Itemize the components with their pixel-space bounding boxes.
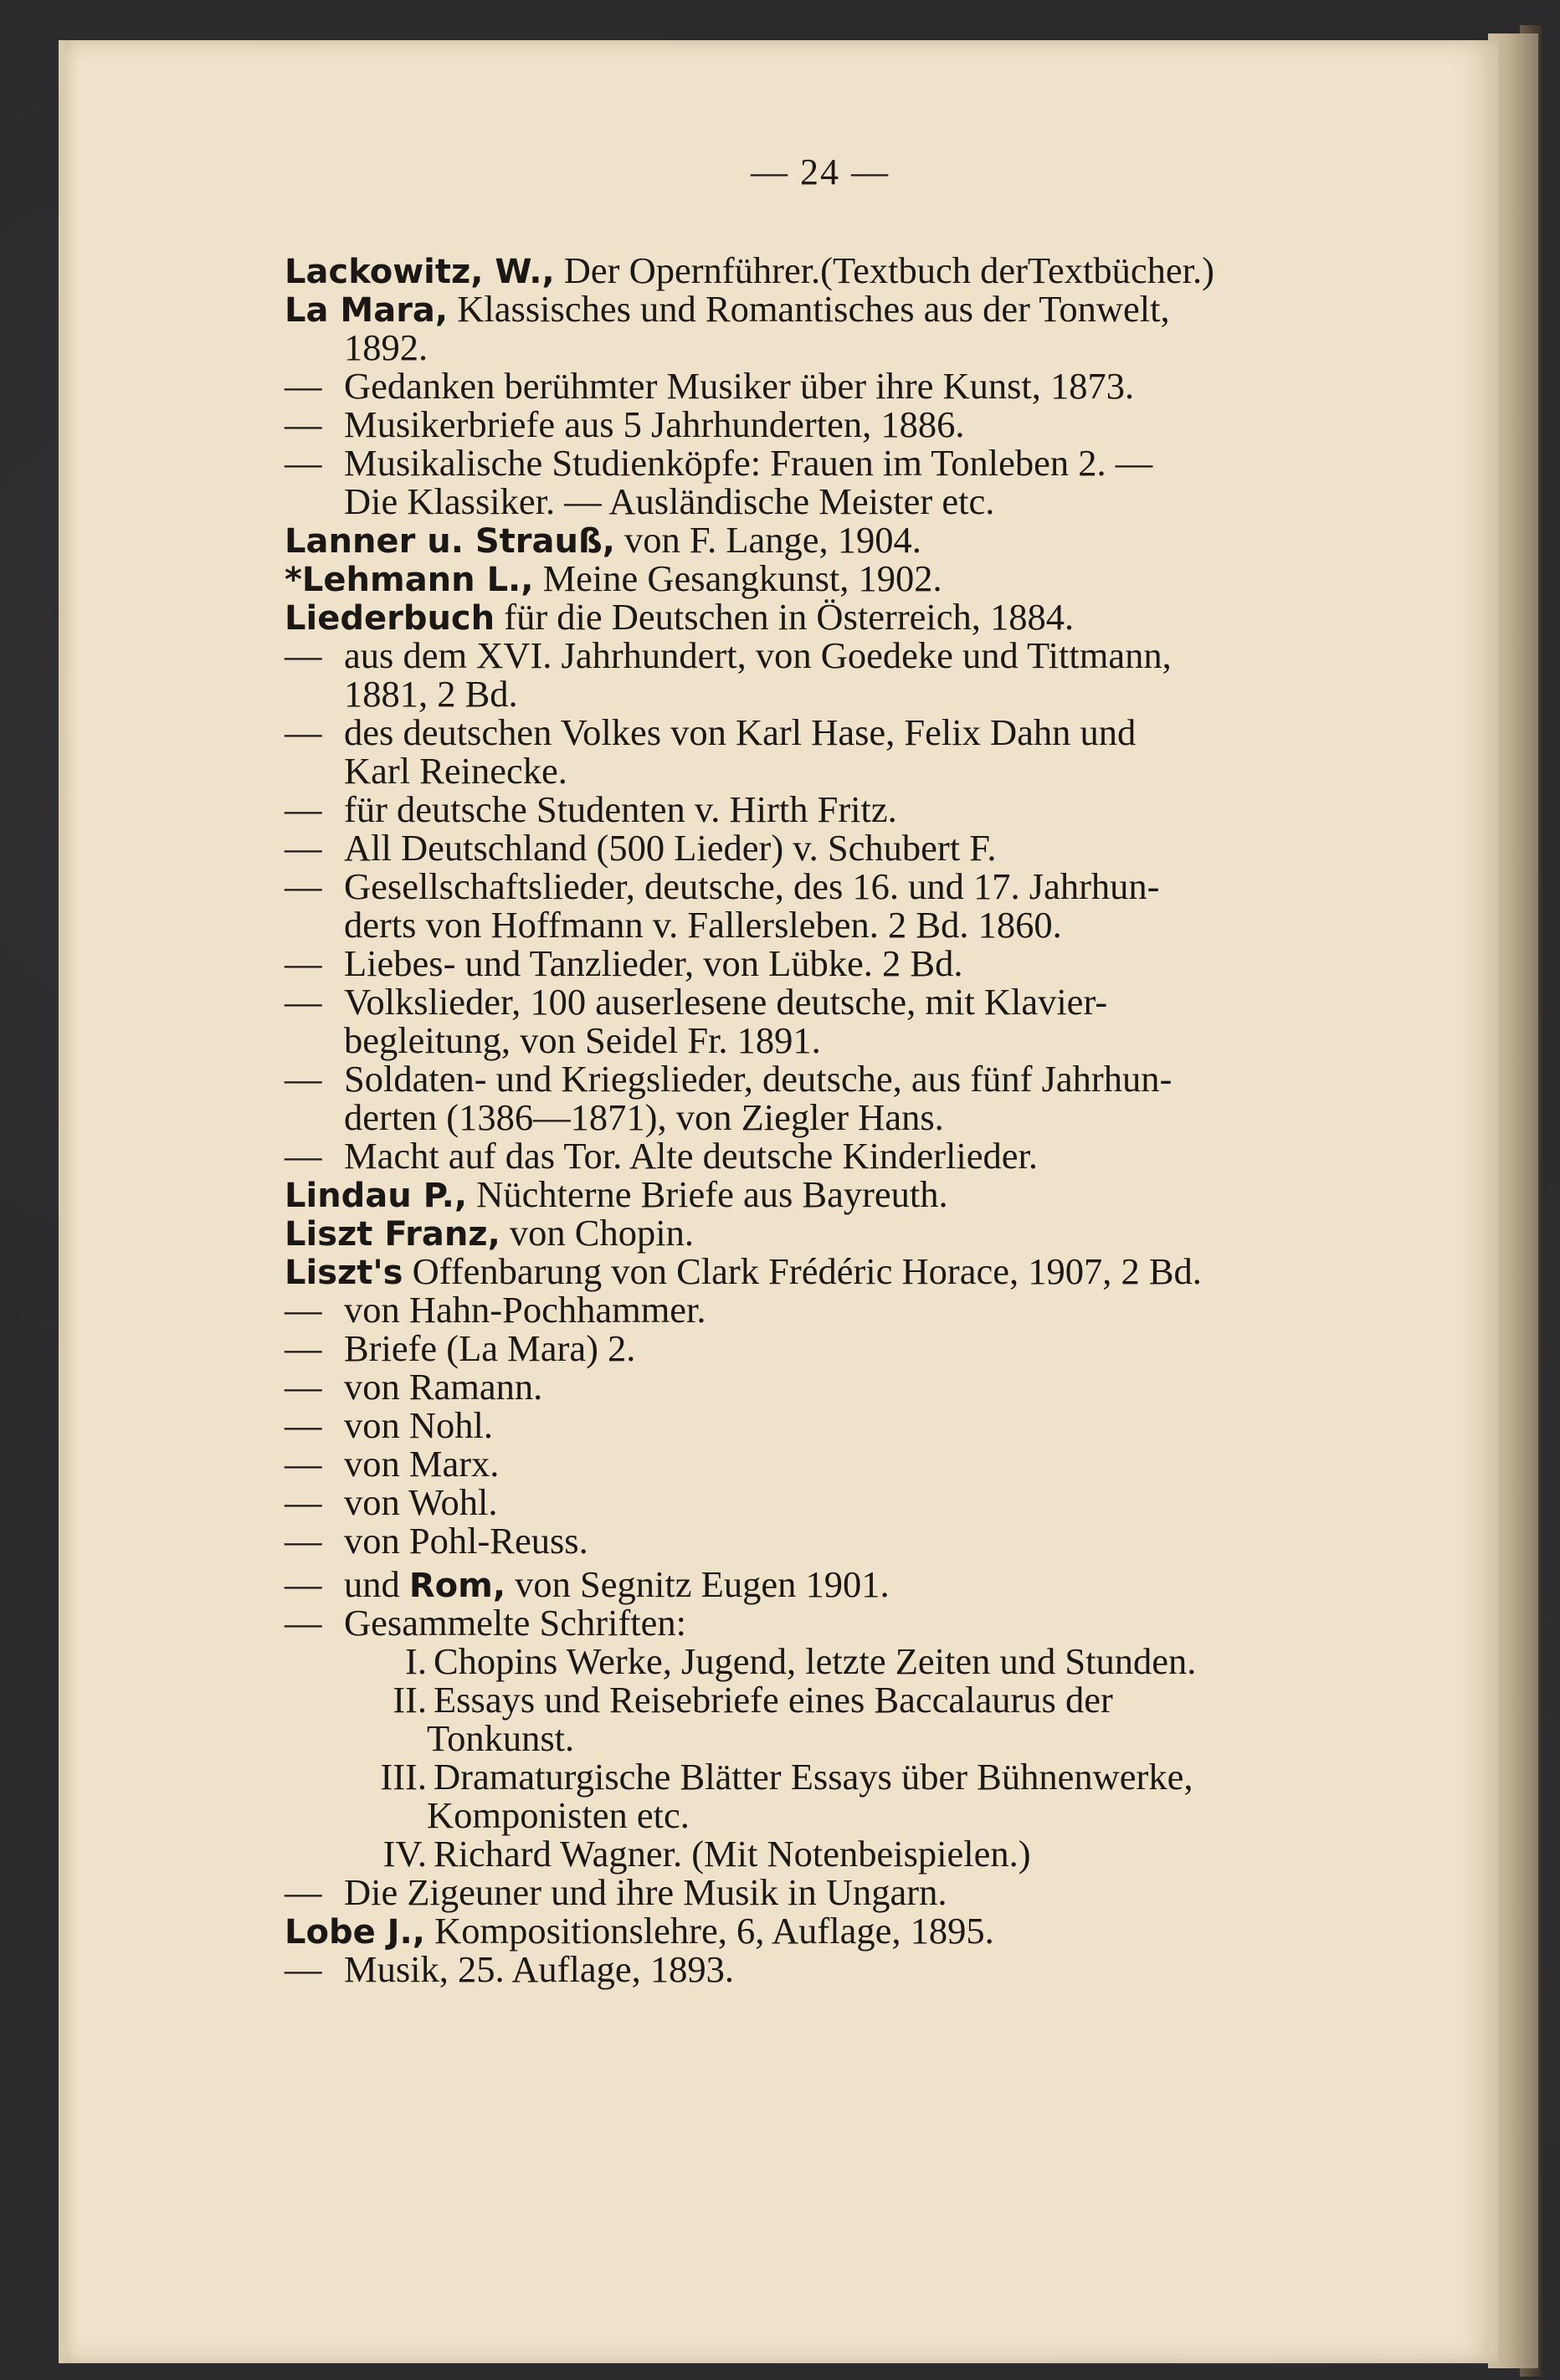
- list-item: [285, 559, 1389, 598]
- entry-text: Richard Wagner. (Mit Notenbeispielen.): [434, 1833, 1031, 1875]
- list-item: [285, 598, 1389, 636]
- entry-author: *Lehmann L.,: [285, 561, 534, 599]
- list-item: [285, 1565, 1389, 1603]
- list-item-continuation: [285, 328, 1389, 367]
- entry-text: Soldaten- und Kriegslieder, deutsche, aus fünf Jahrhun-: [344, 1058, 1173, 1100]
- entry-text: des deutschen Volkes von Karl Hase, Felix Dahn und: [344, 711, 1137, 753]
- list-subitem: [285, 1680, 1389, 1719]
- list-item: [285, 1950, 1389, 1988]
- ditto-dash: —: [285, 788, 322, 830]
- entry-text: 1881, 2 Bd.: [344, 673, 518, 715]
- entry-text: Komponisten etc.: [427, 1794, 690, 1836]
- entry-text: Chopins Werke, Jugend, letzte Zeiten und Stunden.: [434, 1640, 1197, 1682]
- list-item: [285, 1059, 1389, 1098]
- list-item: [285, 1873, 1389, 1911]
- entry-text: Der Opernführer.(Textbuch derTextbücher.): [554, 249, 1214, 291]
- entry-text: Klassisches und Romantisches aus der Tonwelt,: [448, 288, 1170, 330]
- entry-text: Musik, 25. Auflage, 1893.: [344, 1948, 734, 1990]
- ditto-dash: —: [285, 1327, 322, 1369]
- entry-text: derts von Hoffmann v. Fallersleben. 2 Bd. 1860.: [344, 904, 1062, 946]
- bibliography-list: [285, 251, 1389, 1988]
- entry-text: von Pohl-Reuss.: [344, 1520, 588, 1562]
- entry-author: Liszt Franz,: [285, 1215, 500, 1254]
- ditto-dash: —: [285, 1058, 322, 1100]
- ditto-dash: —: [285, 827, 322, 869]
- entry-text: Die Klassiker. — Ausländische Meister etc.: [344, 480, 995, 522]
- entry-text: Liebes- und Tanzlieder, von Lübke. 2 Bd.: [344, 942, 963, 984]
- entry-text: von Hahn-Pochhammer.: [344, 1289, 706, 1331]
- list-item: [285, 444, 1389, 482]
- ditto-dash: —: [285, 981, 322, 1023]
- entry-text: aus dem XVI. Jahrhundert, von Goedeke und Tittmann,: [344, 634, 1172, 676]
- list-item-continuation: [285, 675, 1389, 713]
- list-item: [285, 790, 1389, 828]
- ditto-dash: —: [285, 403, 322, 445]
- entry-text: Meine Gesangkunst, 1902.: [533, 557, 942, 599]
- ditto-dash: —: [285, 865, 322, 907]
- entry-text: und: [344, 1563, 409, 1605]
- entry-text: Die Zigeuner und ihre Musik in Ungarn.: [344, 1871, 947, 1913]
- entry-text: von Ramann.: [344, 1366, 543, 1408]
- list-item: [285, 713, 1389, 751]
- roman-numeral: III.: [380, 1756, 427, 1798]
- entry-text: Musikerbriefe aus 5 Jahrhunderten, 1886.: [344, 403, 965, 445]
- ditto-dash: —: [285, 1602, 322, 1644]
- roman-numeral: I.: [405, 1640, 427, 1682]
- list-item: [285, 1290, 1389, 1329]
- list-item: [285, 1213, 1389, 1252]
- roman-numeral: IV.: [382, 1833, 427, 1875]
- entry-text: für deutsche Studenten v. Hirth Fritz.: [344, 788, 897, 830]
- entry-text: von Marx.: [344, 1443, 500, 1485]
- ditto-dash: —: [285, 1289, 322, 1331]
- entry-text: Musikalische Studienköpfe: Frauen im Tonleben 2. —: [344, 442, 1153, 484]
- entry-text: Offenbarung von Clark Frédéric Horace, 1907, 2 Bd.: [403, 1250, 1202, 1292]
- list-item: [285, 521, 1389, 559]
- list-item: [285, 982, 1389, 1021]
- entry-text: Gesammelte Schriften:: [344, 1602, 687, 1644]
- list-subitem-continuation: [285, 1719, 1389, 1757]
- list-item-continuation: [285, 751, 1389, 790]
- list-item: [285, 1911, 1389, 1950]
- entry-text: derten (1386—1871), von Ziegler Hans.: [344, 1096, 944, 1138]
- list-item: [285, 1444, 1389, 1483]
- ditto-dash: —: [285, 634, 322, 676]
- ditto-dash: —: [285, 1443, 322, 1485]
- entry-author: Lobe J.,: [285, 1913, 425, 1952]
- list-item: [285, 290, 1389, 328]
- list-item: [285, 944, 1389, 982]
- ditto-dash: —: [285, 1520, 322, 1562]
- list-item: [285, 1136, 1389, 1175]
- entry-text: von Wohl.: [344, 1481, 498, 1523]
- entry-text: Dramaturgische Blätter Essays über Bühnenwerke,: [434, 1756, 1193, 1798]
- list-item-continuation: [285, 482, 1389, 521]
- ditto-dash: —: [285, 1481, 322, 1523]
- ditto-dash: —: [285, 1948, 322, 1990]
- list-item: [285, 1406, 1389, 1444]
- entry-text: von Nohl.: [344, 1404, 493, 1446]
- entry-author: Lackowitz, W.,: [285, 253, 555, 291]
- list-item: [285, 405, 1389, 444]
- list-subitem-continuation: [285, 1796, 1389, 1834]
- entry-text: Nüchterne Briefe aus Bayreuth.: [467, 1173, 948, 1215]
- entry-keyword: Rom,: [408, 1567, 506, 1605]
- ditto-dash: —: [285, 442, 322, 484]
- list-subitem: [285, 1642, 1389, 1680]
- entry-text: Volkslieder, 100 auserlesene deutsche, mit Klavier-: [344, 981, 1108, 1023]
- entry-author: Liederbuch: [285, 599, 495, 638]
- ditto-dash: —: [285, 1871, 322, 1913]
- ditto-dash: —: [285, 942, 322, 984]
- list-item: [285, 1175, 1389, 1213]
- ditto-dash: —: [285, 1135, 322, 1177]
- list-item: [285, 367, 1389, 405]
- list-item: [285, 867, 1389, 905]
- list-item: [285, 1603, 1389, 1642]
- list-item-continuation: [285, 1098, 1389, 1136]
- entry-text: von Chopin.: [500, 1212, 694, 1254]
- page-number: — 24 —: [751, 151, 890, 192]
- entry-text: Gesellschaftslieder, deutsche, des 16. und 17. Jahrhun-: [344, 865, 1160, 907]
- entry-text: 1892.: [344, 326, 428, 368]
- entry-text: Briefe (La Mara) 2.: [344, 1327, 636, 1369]
- list-item: [285, 828, 1389, 867]
- entry-text: Essays und Reisebriefe eines Baccalaurus der: [434, 1679, 1113, 1721]
- list-item: [285, 1521, 1389, 1560]
- entry-author: Lanner u. Strauß,: [285, 522, 615, 561]
- entry-text: für die Deutschen in Österreich, 1884.: [495, 596, 1075, 638]
- entry-text: Macht auf das Tor. Alte deutsche Kinderlieder.: [344, 1135, 1038, 1177]
- entry-text: All Deutschland (500 Lieder) v. Schubert F.: [344, 827, 997, 869]
- entry-author: Liszt's: [285, 1254, 403, 1292]
- ditto-dash: —: [285, 365, 322, 407]
- ditto-dash: —: [285, 1366, 322, 1408]
- ditto-dash: —: [285, 1404, 322, 1446]
- entry-text: von Segnitz Eugen 1901.: [505, 1563, 890, 1605]
- list-subitem: [285, 1834, 1389, 1873]
- list-subitem: [285, 1757, 1389, 1796]
- entry-text: Tonkunst.: [427, 1717, 575, 1759]
- list-item: [285, 1329, 1389, 1367]
- entry-text: begleitung, von Seidel Fr. 1891.: [344, 1019, 821, 1061]
- ditto-dash: —: [285, 1563, 322, 1605]
- list-item: [285, 251, 1389, 290]
- entry-author: La Mara,: [285, 291, 449, 330]
- list-item: [285, 1367, 1389, 1406]
- entry-author: Lindau P.,: [285, 1177, 468, 1215]
- list-item: [285, 1252, 1389, 1290]
- list-item: [285, 636, 1389, 675]
- entry-text: Gedanken berühmter Musiker über ihre Kunst, 1873.: [344, 365, 1135, 407]
- entry-text: Karl Reinecke.: [344, 750, 567, 792]
- ditto-dash: —: [285, 711, 322, 753]
- list-item-continuation: [285, 1021, 1389, 1059]
- list-item: [285, 1483, 1389, 1521]
- entry-text: von F. Lange, 1904.: [614, 519, 921, 561]
- entry-text: Kompositionslehre, 6, Auflage, 1895.: [424, 1910, 994, 1952]
- roman-numeral: II.: [393, 1679, 427, 1721]
- list-item-continuation: [285, 905, 1389, 944]
